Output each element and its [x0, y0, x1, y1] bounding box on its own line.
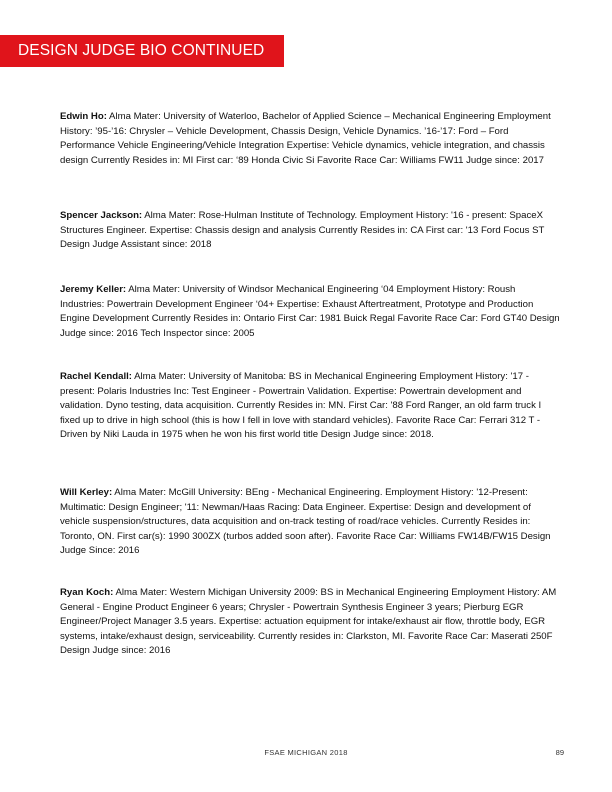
bio-will-kerley	[60, 486, 560, 559]
section-header: DESIGN JUDGE BIO CONTINUED	[0, 35, 284, 67]
bio-text: Alma Mater: University of Windsor Mechanical Engineering ‘04 Employment History: Roush Industries: Powertrain Development Engineer ‘04+ Expertise: Exhaust Aftertreatment, Prototype and Production Engine Development Currently Resides in: Ontario First Car: 1981 Buick Regal Favorite Race Car: Ford GT40 Design Judge since: 2016 Tech Inspector since: 2005	[60, 284, 560, 339]
footer-event-name: FSAE MICHIGAN 2018	[264, 748, 348, 757]
bio-name: Will Kerley:	[60, 487, 113, 498]
bio-name: Ryan Koch:	[60, 587, 114, 598]
bio-edwin-ho	[60, 110, 560, 168]
bio-spencer-jackson	[60, 209, 560, 253]
bio-text: Alma Mater: Rose-Hulman Institute of Technology. Employment History: '16 - present: SpaceX Structures Engineer. Expertise: Chassis design and analysis Currently Resides in: CA First car: '13 Ford Focus ST Design Judge Assistant since: 2018	[60, 210, 545, 250]
bio-text: Alma Mater: McGill University: BEng - Mechanical Engineering. Employment History: '12-Present: Multimatic: Design Engineer; '11: Newman/Haas Racing: Data Engineer. Expertise: Design and development of vehicle suspension/structures, data acquisition and on-track testing of road/race vehicles. Currently Resides in: Toronto, ON. First car(s): 1990 300ZX (turbos added soon after). Favorite Race Car: Williams FW14B/FW15 Design Judge Since: 2016	[60, 487, 551, 556]
bio-rachel-kendall	[60, 370, 560, 443]
bio-text: Alma Mater: Western Michigan University 2009: BS in Mechanical Engineering Employment History: AM General - Engine Product Engineer 6 years; Chrysler - Powertrain Synthesis Engineer 3 years; Pierburg EGR Engineer/Project Manager 3.5 years. Expertise: actuation equipment for intake/exhaust air flow, throttle body, EGR systems, intake/exhaust design, serviceability. Currently resides in: Clarkston, MI. Favorite Race Car: Maserati 250F Design Judge since: 2016	[60, 587, 557, 656]
bio-ryan-koch	[60, 586, 560, 659]
bio-name: Rachel Kendall:	[60, 371, 132, 382]
bio-text: Alma Mater: University of Waterloo, Bachelor of Applied Science – Mechanical Engineering Employment History: ’95-’16: Chrysler – Vehicle Development, Chassis Design, Vehicle Dynamics. ’16-’17: Ford – Ford Performance Vehicle Engineering/Vehicle Integration Expertise: Vehicle dynamics, vehicle integration, and chassis design Currently Resides in: MI First car: ‘89 Honda Civic Si Favorite Race Car: Williams FW11 Judge since: 2017	[60, 111, 551, 166]
bio-name: Edwin Ho:	[60, 111, 107, 122]
bio-text: Alma Mater: University of Manitoba: BS in Mechanical Engineering Employment History: '17 - present: Polaris Industries Inc: Test Engineer - Powertrain Validation. Expertise: Powertrain development and validation. Dyno testing, data acquisition. Currently Resides in: MN. First Car: '88 Ford Ranger, an old farm truck I fixed up to drive in high school (this is how I fell in love with standard vehicles). Favorite Race Car: Ferrari 312 T - Driven by Niki Lauda in 1975 when he won his first world title Design Judge since: 2018.	[60, 371, 542, 440]
bio-name: Spencer Jackson:	[60, 210, 143, 221]
page-number: 89	[555, 748, 564, 757]
bio-name: Jeremy Keller:	[60, 284, 127, 295]
bio-jeremy-keller	[60, 283, 560, 341]
